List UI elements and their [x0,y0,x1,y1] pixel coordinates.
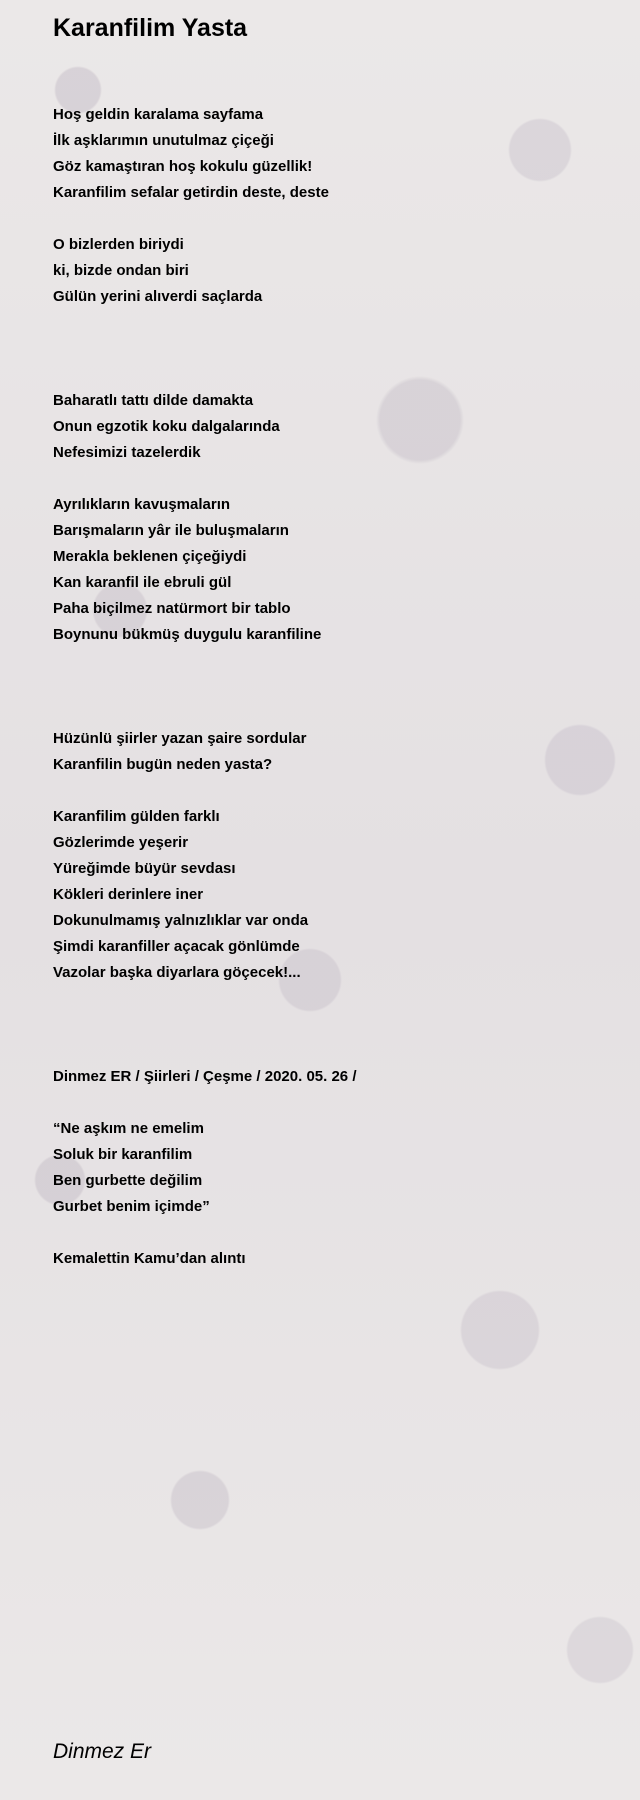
poem-line: “Ne aşkım ne emelim [53,1120,204,1137]
poem-line: Merakla beklenen çiçeğiydi [53,548,247,565]
poem-line: Kan karanfil ile ebruli gül [53,574,232,591]
poem-line: Onun egzotik koku dalgalarında [53,418,280,435]
quote-attribution [53,1246,613,1272]
poem-title: Karanfilim Yasta [53,14,248,42]
poem-line: Baharatlı tattı dilde damakta [53,392,254,409]
poem-line: Nefesimizi tazelerdik [53,444,201,461]
poem-line: Yüreğimde büyür sevdası [53,860,236,877]
poem-line: Ayrılıkların kavuşmaların [53,496,231,513]
stanza-3 [53,388,613,466]
poem-line: Boynunu bükmüş duygulu karanfiline [53,626,322,643]
quote-stanza [53,1116,613,1220]
author-signature: Dinmez Er [53,1740,152,1763]
poem-line: Kemalettin Kamu’dan alıntı [53,1250,246,1267]
poem-line: Vazolar başka diyarlara göçecek!... [53,964,301,981]
poem-line: O bizlerden biriydi [53,236,184,253]
poem-line: Dokunulmamış yalnızlıklar var onda [53,912,309,929]
poem-line: Gülün yerini alıverdi saçlarda [53,288,263,305]
poem-line: İlk aşklarımın unutulmaz çiçeği [53,132,274,149]
poem-line: Kökleri derinlere iner [53,886,204,903]
poem-body [53,102,613,1298]
poem-line: Soluk bir karanfilim [53,1146,193,1163]
poem-line: Barışmaların yâr ile buluşmaların [53,522,289,539]
poem-line: ki, bizde ondan biri [53,262,189,279]
stanza-5 [53,726,613,778]
poem-line: Ben gurbette değilim [53,1172,203,1189]
source-note [53,1064,613,1090]
stanza-6 [53,804,613,986]
poem-line: Göz kamaştıran hoş kokulu güzellik! [53,158,313,175]
poem-line: Hoş geldin karalama sayfama [53,106,264,123]
stanza-2 [53,232,613,310]
poem-line: Hüzünlü şiirler yazan şaire sordular [53,730,307,747]
poem-line: Karanfilim sefalar getirdin deste, deste [53,184,329,201]
poem-line: Karanfilim gülden farklı [53,808,220,825]
stanza-4 [53,492,613,648]
stanza-1 [53,102,613,206]
poem-line: Şimdi karanfiller açacak gönlümde [53,938,300,955]
poem-line: Paha biçilmez natürmort bir tablo [53,600,291,617]
poem-line: Dinmez ER / Şiirleri / Çeşme / 2020. 05. 26 / [53,1068,357,1085]
poem-line: Gözlerimde yeşerir [53,834,189,851]
poem-line: Karanfilin bugün neden yasta? [53,756,273,773]
poem-line: Gurbet benim içimde” [53,1198,210,1215]
